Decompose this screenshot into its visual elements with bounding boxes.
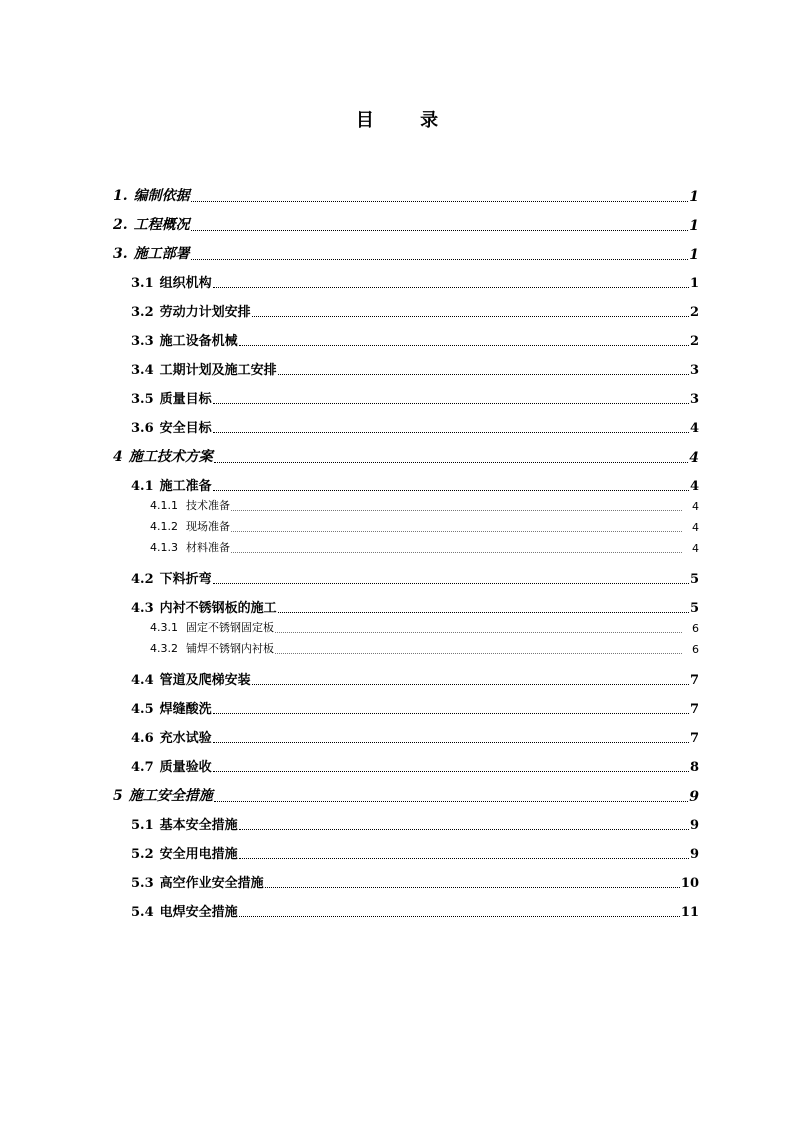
toc-text: 质量验收 [159,760,212,775]
toc-entry-2[interactable] [113,214,699,234]
toc-page: 10 [680,876,699,891]
toc-text: 质量目标 [159,392,212,407]
toc-text: 材料准备 [186,541,230,554]
toc-page: 4 [692,500,699,513]
toc-text: 劳动力计划安排 [159,305,251,320]
dot-leader [231,541,682,553]
toc-number: 2. [113,217,128,233]
toc-number: 3.5 [131,392,154,407]
toc-entry-4-6[interactable] [131,727,699,746]
toc-number: 4.1.1 [150,499,178,512]
toc-number: 4.1 [131,479,154,494]
toc-page: 4 [689,479,699,494]
toc-entry-3-1[interactable] [131,272,699,291]
dot-leader [278,599,689,613]
toc-text: 施工技术方案 [128,449,213,465]
toc-page: 7 [689,702,699,717]
dot-leader [231,499,682,511]
toc-entry-4-4[interactable] [131,669,699,688]
toc-number: 3.4 [131,363,154,378]
toc-text: 编制依据 [133,188,190,204]
toc-entry-3-6[interactable] [131,417,699,436]
toc-entry-4-7[interactable] [131,756,699,775]
toc-number: 3.3 [131,334,154,349]
toc-number: 4.6 [131,731,154,746]
toc-page: 7 [689,673,699,688]
toc-number: 4.4 [131,673,154,688]
toc-number: 4.2 [131,572,154,587]
toc-number: 3.2 [131,305,154,320]
toc-text: 铺焊不锈钢内衬板 [186,642,274,655]
toc-entry-4-1[interactable] [131,475,699,494]
toc-entry-5-4[interactable] [131,901,699,920]
dot-leader [213,758,689,772]
dot-leader [239,332,689,346]
toc-page: 1 [689,189,699,205]
dot-leader [191,216,689,231]
dot-leader [214,448,689,463]
toc-page: 6 [692,622,699,635]
toc-page: 5 [689,572,699,587]
toc-number: 4.3.1 [150,621,178,634]
toc-page: 5 [689,601,699,616]
toc-entry-3[interactable] [113,243,699,263]
page-title: 目 录 [355,110,459,131]
toc-number: 4.1.2 [150,520,178,533]
toc-number: 3.6 [131,421,154,436]
toc-number: 4.5 [131,702,154,717]
toc-page: 8 [689,760,699,775]
toc-number: 5.1 [131,818,154,833]
toc-number: 5.2 [131,847,154,862]
toc-page: 4 [692,542,699,555]
toc-number: 4 [113,449,123,465]
toc-page: 4 [689,450,699,466]
toc-text: 施工设备机械 [159,334,238,349]
toc-text: 焊缝酸洗 [159,702,212,717]
toc-entry-4-5[interactable] [131,698,699,717]
toc-entry-4-1-3[interactable] [150,539,699,555]
toc-text: 高空作业安全措施 [159,876,264,891]
toc-entry-4[interactable] [113,446,699,466]
toc-entry-4-3-2[interactable] [150,640,699,656]
dot-leader [213,419,689,433]
toc-page: 9 [689,789,699,805]
dot-leader [191,245,689,260]
toc-entry-3-2[interactable] [131,301,699,320]
toc-text: 下料折弯 [159,572,212,587]
toc-page: 3 [689,392,699,407]
toc-text: 内衬不锈钢板的施工 [159,601,277,616]
toc-entry-1[interactable] [113,185,699,205]
dot-leader [214,787,689,802]
toc-entry-4-1-2[interactable] [150,518,699,534]
dot-leader [275,621,682,633]
dot-leader [265,874,680,888]
toc-number: 3. [113,246,128,262]
toc-entry-4-3[interactable] [131,597,699,616]
toc-text: 工期计划及施工安排 [159,363,277,378]
toc-page: 1 [689,247,699,263]
toc-entry-4-3-1[interactable] [150,619,699,635]
dot-leader [213,729,689,743]
toc-page: 4 [692,521,699,534]
toc-entry-3-3[interactable] [131,330,699,349]
toc-page: 4 [689,421,699,436]
toc-text: 安全用电措施 [159,847,238,862]
toc-text: 充水试验 [159,731,212,746]
toc-text: 施工准备 [159,479,212,494]
toc-page: 1 [689,276,699,291]
toc-number: 4.3 [131,601,154,616]
toc-page: 11 [680,905,699,920]
toc-text: 技术准备 [186,499,230,512]
toc-page: 1 [689,218,699,234]
toc-entry-5-3[interactable] [131,872,699,891]
toc-text: 施工部署 [133,246,190,262]
toc-page: 6 [692,643,699,656]
dot-leader [213,700,689,714]
toc-page: 3 [689,363,699,378]
dot-leader [252,671,689,685]
toc-text: 管道及爬梯安装 [159,673,251,688]
dot-leader [213,390,689,404]
toc-number: 4.1.3 [150,541,178,554]
toc-page: 9 [689,847,699,862]
toc-entry-5[interactable] [113,785,699,805]
toc-text: 基本安全措施 [159,818,238,833]
toc-entry-5-1[interactable] [131,814,699,833]
toc-number: 3.1 [131,276,154,291]
dot-leader [191,187,689,202]
toc-text: 电焊安全措施 [159,905,238,920]
toc-text: 现场准备 [186,520,230,533]
toc-text: 施工安全措施 [128,788,213,804]
toc-text: 固定不锈钢固定板 [186,621,274,634]
toc-entry-3-5[interactable] [131,388,699,407]
toc-entry-4-1-1[interactable] [150,497,699,513]
toc-text: 安全目标 [159,421,212,436]
toc-number: 5 [113,788,123,804]
dot-leader [213,570,689,584]
toc-page: 7 [689,731,699,746]
toc-number: 5.4 [131,905,154,920]
dot-leader [275,642,682,654]
dot-leader [239,816,689,830]
dot-leader [213,477,689,491]
toc-number: 4.7 [131,760,154,775]
dot-leader [278,361,689,375]
toc-number: 4.3.2 [150,642,178,655]
dot-leader [239,903,680,917]
dot-leader [252,303,689,317]
toc-page: 2 [689,334,699,349]
dot-leader [213,274,689,288]
toc-entry-5-2[interactable] [131,843,699,862]
toc-entry-3-4[interactable] [131,359,699,378]
toc-text: 组织机构 [159,276,212,291]
dot-leader [231,520,682,532]
toc-text: 工程概况 [133,217,190,233]
toc-number: 5.3 [131,876,154,891]
toc-page: 9 [689,818,699,833]
toc-entry-4-2[interactable] [131,568,699,587]
toc-number: 1. [113,188,128,204]
dot-leader [239,845,689,859]
toc-page: 2 [689,305,699,320]
